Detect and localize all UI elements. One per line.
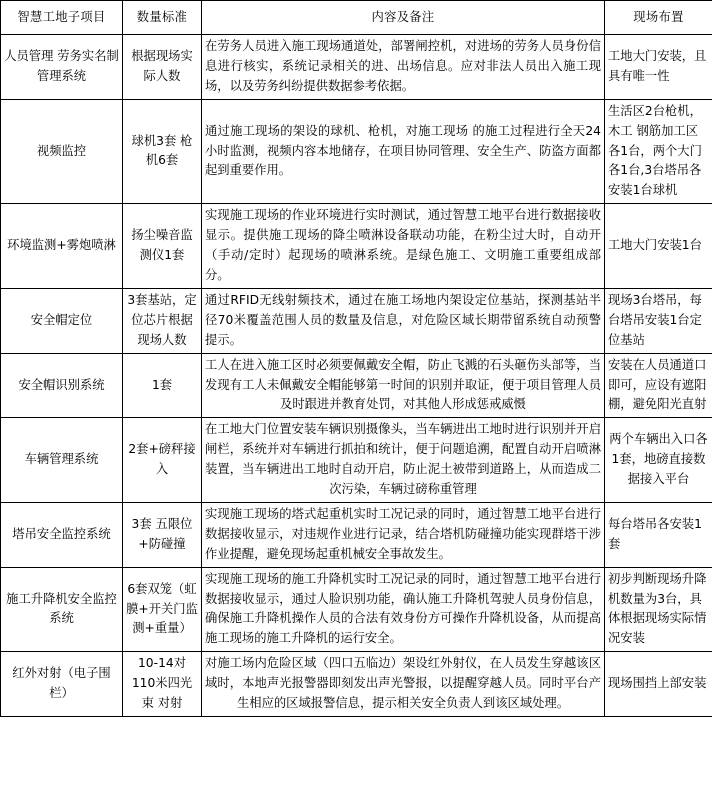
cell-quantity-standard: 3套基站，定位芯片根据现场人数 <box>123 288 202 353</box>
cell-content-remarks: 通过RFID无线射频技术，通过在施工场地内架设定位基站，探测基站半径70米覆盖范围人员的数量及信息，对危险区域长期带留系统自动预警提示。 <box>202 288 605 353</box>
cell-site-layout: 现场围挡上部安装 <box>605 652 712 717</box>
table-header-row <box>1 1 712 35</box>
table-row <box>1 502 712 567</box>
cell-content-remarks: 在工地大门位置安装车辆识别摄像头，当车辆进出工地时进行识别并开启闸栏，系统并对车辆进行抓拍和统计，便于问题追溯，配置自动开启喷淋装置，当车辆进出工地时自动开启，防止泥土被带到道路上，从而造成二次污染，车辆过磅称重管理 <box>202 418 605 503</box>
cell-subproject: 安全帽识别系统 <box>1 353 123 418</box>
header-content-remarks: 内容及备注 <box>202 1 605 35</box>
cell-subproject: 安全帽定位 <box>1 288 123 353</box>
cell-quantity-standard: 根据现场实际人数 <box>123 35 202 100</box>
cell-content-remarks: 实现施工现场的塔式起重机实时工况记录的同时，通过智慧工地平台进行数据接收显示，对违规作业进行记录，结合塔机防碰撞功能实现群塔干涉作业提醒，避免现场起重机械安全事故发生。 <box>202 502 605 567</box>
cell-subproject: 环境监测+雾炮喷淋 <box>1 204 123 289</box>
cell-content-remarks: 工人在进入施工区时必须要佩戴安全帽，防止飞溅的石头砸伤头部等，当发现有工人未佩戴安全帽能够第一时间的识别并取证，便于项目管理人员及时跟进并教育处罚，对其他人形成惩戒威慑 <box>202 353 605 418</box>
cell-site-layout: 每台塔吊各安装1套 <box>605 502 712 567</box>
cell-content-remarks: 实现施工现场的作业环境进行实时测试，通过智慧工地平台进行数据接收显示。提供施工现场的降尘喷淋设备联动功能，在粉尘过大时，自动开（手动/定时）起现场的喷淋系统。是绿色施工、文明施工重要组成部分。 <box>202 204 605 289</box>
cell-site-layout: 初步判断现场升降机数量为3台，具体根据现场实际情况安装 <box>605 567 712 652</box>
cell-quantity-standard: 扬尘噪音监测仪1套 <box>123 204 202 289</box>
header-site-layout: 现场布置 <box>605 1 712 35</box>
cell-quantity-standard: 1套 <box>123 353 202 418</box>
table-row <box>1 353 712 418</box>
table-row <box>1 652 712 717</box>
cell-content-remarks: 对施工场内危险区域（四口五临边）架设红外射仪，在人员发生穿越该区域时，本地声光报警器即刻发出声光警报，以提醒穿越人员。同时平台产生相应的区域报警信息，提示相关安全负责人到该区域处理。 <box>202 652 605 717</box>
table-body <box>1 35 712 717</box>
table-row <box>1 204 712 289</box>
cell-quantity-standard: 6套双笼（虹膜+开关门监测+重量） <box>123 567 202 652</box>
cell-subproject: 视频监控 <box>1 99 123 204</box>
cell-quantity-standard: 2套+磅秤接入 <box>123 418 202 503</box>
cell-quantity-standard: 10-14对 110米四光束 对射 <box>123 652 202 717</box>
cell-site-layout: 两个车辆出入口各1套，地磅直接数据接入平台 <box>605 418 712 503</box>
table-row <box>1 288 712 353</box>
header-subproject: 智慧工地子项目 <box>1 1 123 35</box>
cell-subproject: 人员管理 劳务实名制管理系统 <box>1 35 123 100</box>
cell-quantity-standard: 球机3套 枪机6套 <box>123 99 202 204</box>
cell-content-remarks: 在劳务人员进入施工现场通道处，部署闸控机，对进场的劳务人员身份信息进行核实，系统记录相关的进、出场信息。应对非法人员出入施工现场，以及劳务纠纷提供数据参考依据。 <box>202 35 605 100</box>
cell-site-layout: 生活区2台枪机，木工 钢筋加工区各1台，两个大门各1台,3台塔吊各安装1台球机 <box>605 99 712 204</box>
header-quantity-standard: 数量标准 <box>123 1 202 35</box>
cell-site-layout: 工地大门安装1台 <box>605 204 712 289</box>
table-row <box>1 99 712 204</box>
cell-site-layout: 安装在人员通道口即可，应设有遮阳棚，避免阳光直射 <box>605 353 712 418</box>
table-row <box>1 418 712 503</box>
cell-subproject: 施工升降机安全监控系统 <box>1 567 123 652</box>
cell-content-remarks: 实现施工现场的施工升降机实时工况记录的同时，通过智慧工地平台进行数据接收显示，通过人脸识别功能，确认施工升降机驾驶人员身份信息，确保施工升降机操作人员的合法有效身份方可操作升降机设备，从而提高施工现场的施工升降机的运行安全。 <box>202 567 605 652</box>
cell-quantity-standard: 3套 五限位+防碰撞 <box>123 502 202 567</box>
cell-subproject: 车辆管理系统 <box>1 418 123 503</box>
cell-site-layout: 现场3台塔吊，每台塔吊安装1台定位基站 <box>605 288 712 353</box>
cell-subproject: 红外对射（电子围栏） <box>1 652 123 717</box>
cell-subproject: 塔吊安全监控系统 <box>1 502 123 567</box>
cell-site-layout: 工地大门安装，且具有唯一性 <box>605 35 712 100</box>
table-row <box>1 567 712 652</box>
table-row <box>1 35 712 100</box>
cell-content-remarks: 通过施工现场的架设的球机、枪机，对施工现场 的施工过程进行全天24小时监测，视频内容本地储存，在项目协同管理、安全生产、防盗方面都起到重要作用。 <box>202 99 605 204</box>
